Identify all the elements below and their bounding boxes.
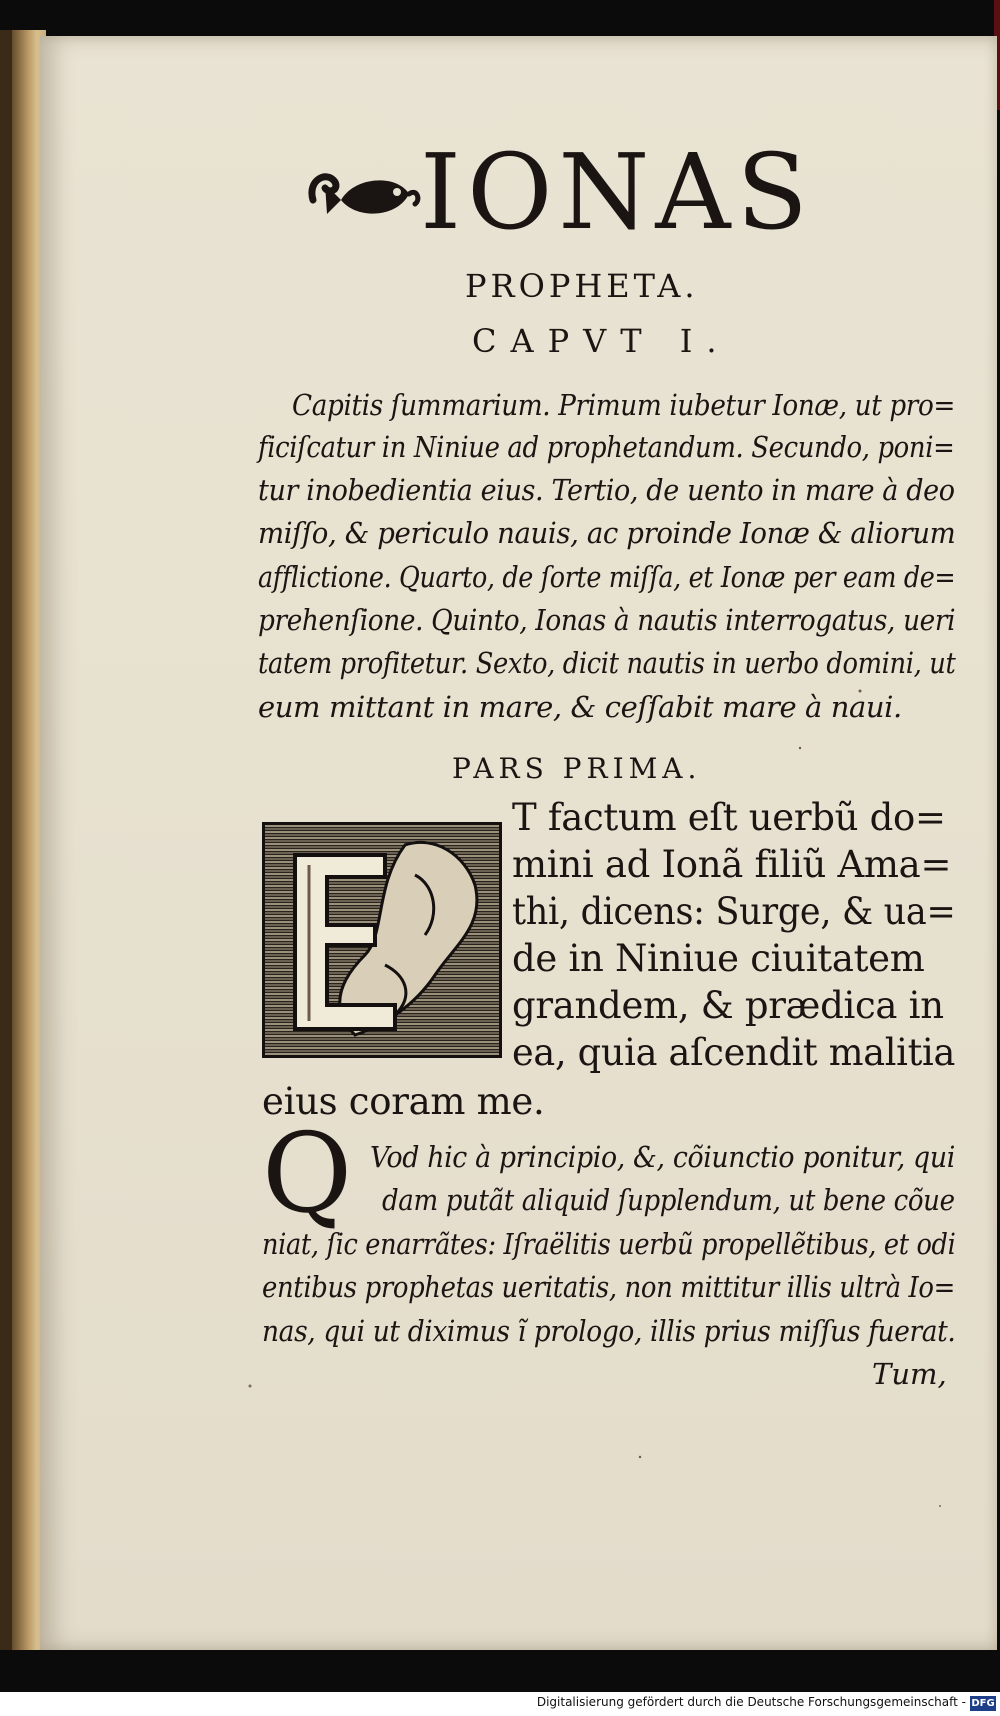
summary-line: Capitis ſummarium. Primum iubetur Ionæ, ut pro= xyxy=(292,388,956,422)
summary-line: ficiſcatur in Niniue ad prophetandum. Secundo, poni= xyxy=(258,430,955,464)
catchword: Tum, xyxy=(872,1357,947,1391)
summary-line: tatem profitetur. Sexto, dicit nautis in uerbo domini, ut xyxy=(258,646,956,680)
digitization-footer xyxy=(0,1692,1000,1716)
decorated-initial xyxy=(262,822,502,1058)
footer-credit: Digitalisierung gefördert durch die Deutsche Forschungsgemeinschaft - xyxy=(536,1695,966,1709)
body-line: grandem, & prædica in xyxy=(512,984,944,1027)
section-heading: PARS PRIMA. xyxy=(452,752,702,785)
summary-line: prehenſione. Quinto, Ionas à nautis interrogatus, ueri xyxy=(258,603,956,637)
book-spine-shadow xyxy=(0,30,12,1650)
body-line: ea, quia aſcendit malitia xyxy=(512,1031,956,1074)
summary-line: afflictione. Quarto, de ſorte miſſa, et Ionæ per eam de= xyxy=(258,560,956,594)
commentary-line: Vod hic à principio, &, cõiunctio ponitur, qui xyxy=(370,1140,955,1174)
commentary-line: entibus prophetas ueritatis, non mittitur illis ultrà Io= xyxy=(262,1270,955,1304)
body-line: eius coram me. xyxy=(262,1080,545,1123)
fish-ornament-icon xyxy=(305,160,425,230)
summary-line: miſſo, & periculo nauis, ac proinde Ionæ & aliorum xyxy=(258,516,956,550)
page-title: IONAS xyxy=(420,131,814,253)
commentary-line: nas, qui ut diximus ĩ prologo, illis prius miſſus fuerat. xyxy=(262,1314,956,1348)
commentary-line: niat, ſic enarrãtes: Iſraëlitis uerbũ propellẽtibus, et odi xyxy=(262,1227,956,1261)
summary-line: eum mittant in mare, & ceſſabit mare à naui. xyxy=(258,690,902,724)
body-line: de in Niniue ciuitatem xyxy=(512,937,925,980)
commentary-line: dam putãt aliquid ſupplendum, ut bene cõue xyxy=(382,1183,955,1217)
summary-line: tur inobedientia eius. Tertio, de uento in mare à deo xyxy=(258,473,955,507)
body-line: thi, dicens: Surge, & ua= xyxy=(512,890,956,933)
page-subtitle: PROPHETA. xyxy=(465,267,699,305)
woodcut-initial-icon xyxy=(265,825,499,1055)
body-line: mini ad Ionã filiũ Ama= xyxy=(512,843,952,886)
body-line: T factum eſt uerbũ do= xyxy=(512,796,946,839)
commentary-initial: Q xyxy=(262,1109,353,1237)
chapter-heading: CAPVT I. xyxy=(472,322,731,360)
dfg-logo: DFG xyxy=(971,1698,995,1709)
